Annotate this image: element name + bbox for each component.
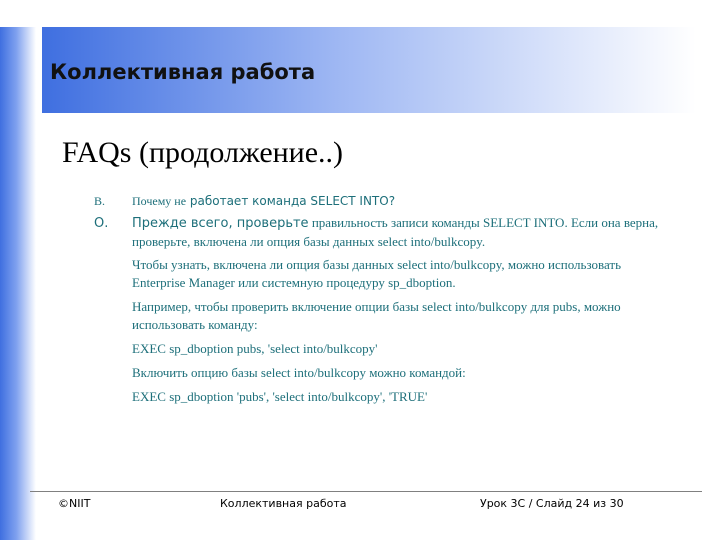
footer-copyright: ©NIIT: [58, 497, 91, 510]
faq-question: [94, 190, 674, 209]
answer-rest: правильность записи команды SELECT INTO. Если она верна, проверьте, включена ли опция базы данных select into/bulkcopy.: [132, 215, 659, 249]
slide-subtitle: FAQs (продолжение..): [62, 136, 344, 169]
footer-page-number: Урок 3C / Слайд 24 из 30: [480, 497, 624, 510]
answer-text: [132, 214, 674, 251]
answer-paragraph: Например, чтобы проверить включение опции базы select into/bulkcopy для pubs, можно использовать команду:: [132, 299, 621, 332]
footer-divider: [30, 491, 702, 492]
code-line: EXEC sp_dboption 'pubs', 'select into/bulkcopy', 'TRUE': [132, 389, 428, 404]
left-gradient-bar: [0, 27, 36, 540]
footer-course-title: Коллективная работа: [220, 497, 347, 510]
question-marker: В.: [94, 194, 106, 208]
answer-paragraph: Чтобы узнать, включена ли опция базы данных select into/bulkcopy, можно использовать Enterprise Manager или системную процедуру sp_dboption.: [132, 257, 622, 290]
answer-paragraph: Включить опцию базы select into/bulkcopy можно командой:: [132, 365, 466, 380]
question-lead: Почему не: [132, 194, 187, 208]
answer-lead: Прежде всего, проверьте: [132, 216, 309, 231]
faq-content: [94, 190, 674, 412]
slide-title: Коллективная работа: [50, 60, 316, 84]
faq-answer: [94, 214, 674, 251]
question-text: [132, 190, 674, 209]
question-rest: работает команда SELECT INTO?: [186, 194, 396, 208]
code-line: EXEC sp_dboption pubs, 'select into/bulkcopy': [132, 341, 378, 356]
answer-marker: О.: [94, 216, 109, 231]
